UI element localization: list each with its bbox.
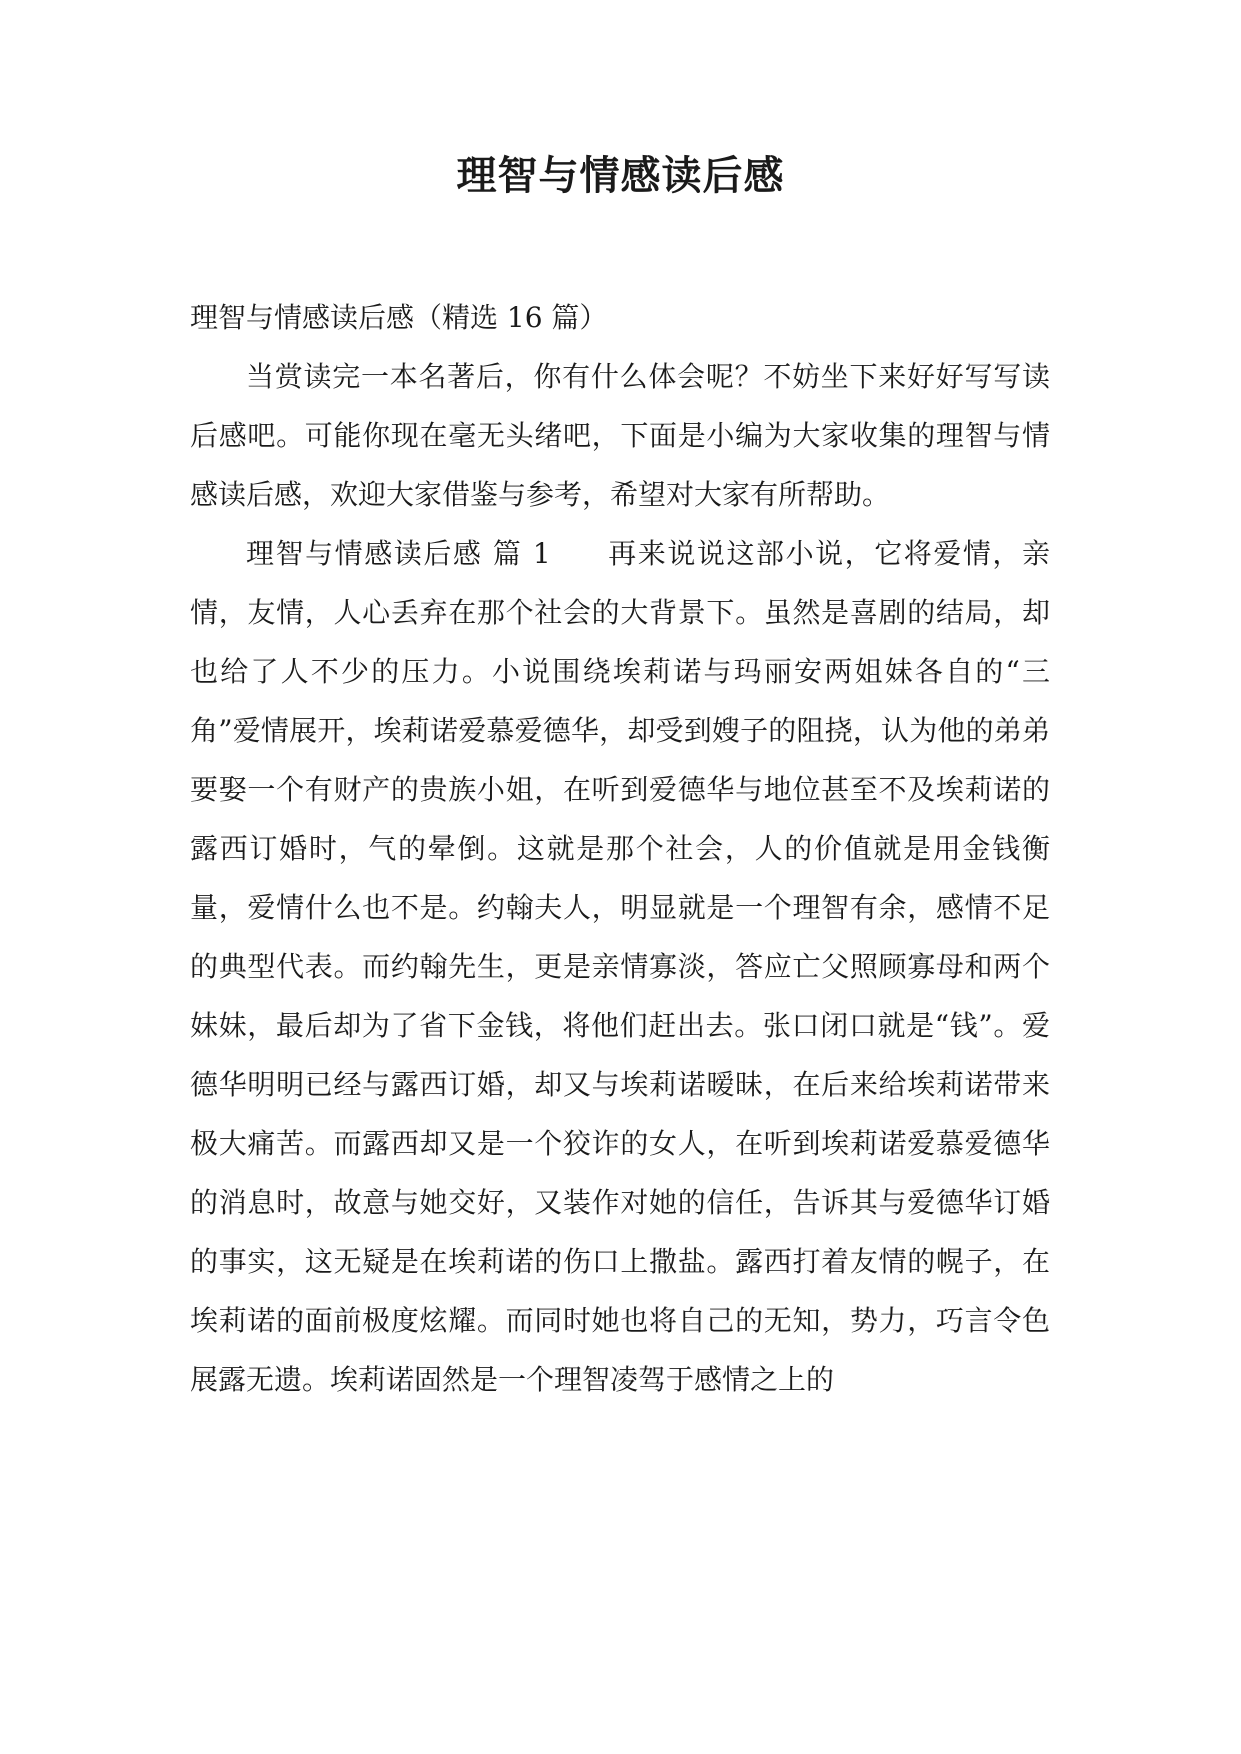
chapter-1-heading: 理智与情感读后感 篇 1	[246, 537, 551, 570]
intro-paragraph: 当赏读完一本名著后，你有什么体会呢？不妨坐下来好好写写读后感吧。可能你现在毫无头绪吧，下面是小编为大家收集的理智与情感读后感，欢迎大家借鉴与参考，希望对大家有所帮助。	[190, 360, 1050, 511]
chapter-1-body: 再来说说这部小说，它将爱情，亲情，友情，人心丢弃在那个社会的大背景下。虽然是喜剧的结局，却也给了人不少的压力。小说围绕埃莉诺与玛丽安两姐妹各自的“三角”爱情展开，埃莉诺爱慕爱德华，却受到嫂子的阻挠，认为他的弟弟要娶一个有财产的贵族小姐，在听到爱德华与地位甚至不及埃莉诺的露西订婚时，气的晕倒。这就是那个社会，人的价值就是用金钱衡量，爱情什么也不是。约翰夫人，明显就是一个理智有余，感情不足的典型代表。而约翰先生，更是亲情寡淡，答应亡父照顾寡母和两个妹妹，最后却为了省下金钱，将他们赶出去。张口闭口就是“钱”。爱德华明明已经与露西订婚，却又与埃莉诺暧昧，在后来给埃莉诺带来极大痛苦。而露西却又是一个狡诈的女人，在听到埃莉诺爱慕爱德华的消息时，故意与她交好，又装作对她的信任，告诉其与爱德华订婚的事实，这无疑是在埃莉诺的伤口上撒盐。露西打着友情的幌子，在埃莉诺的面前极度炫耀。而同时她也将自己的无知，势力，巧言令色展露无遗。埃莉诺固然是一个理智凌驾于感情之上的	[190, 537, 1050, 1396]
chapter-1-paragraph	[190, 524, 1050, 1409]
document-body	[190, 288, 1050, 1409]
document-title: 理智与情感读后感	[456, 152, 785, 199]
document-subtitle: 理智与情感读后感（精选 16 篇）	[190, 301, 608, 334]
